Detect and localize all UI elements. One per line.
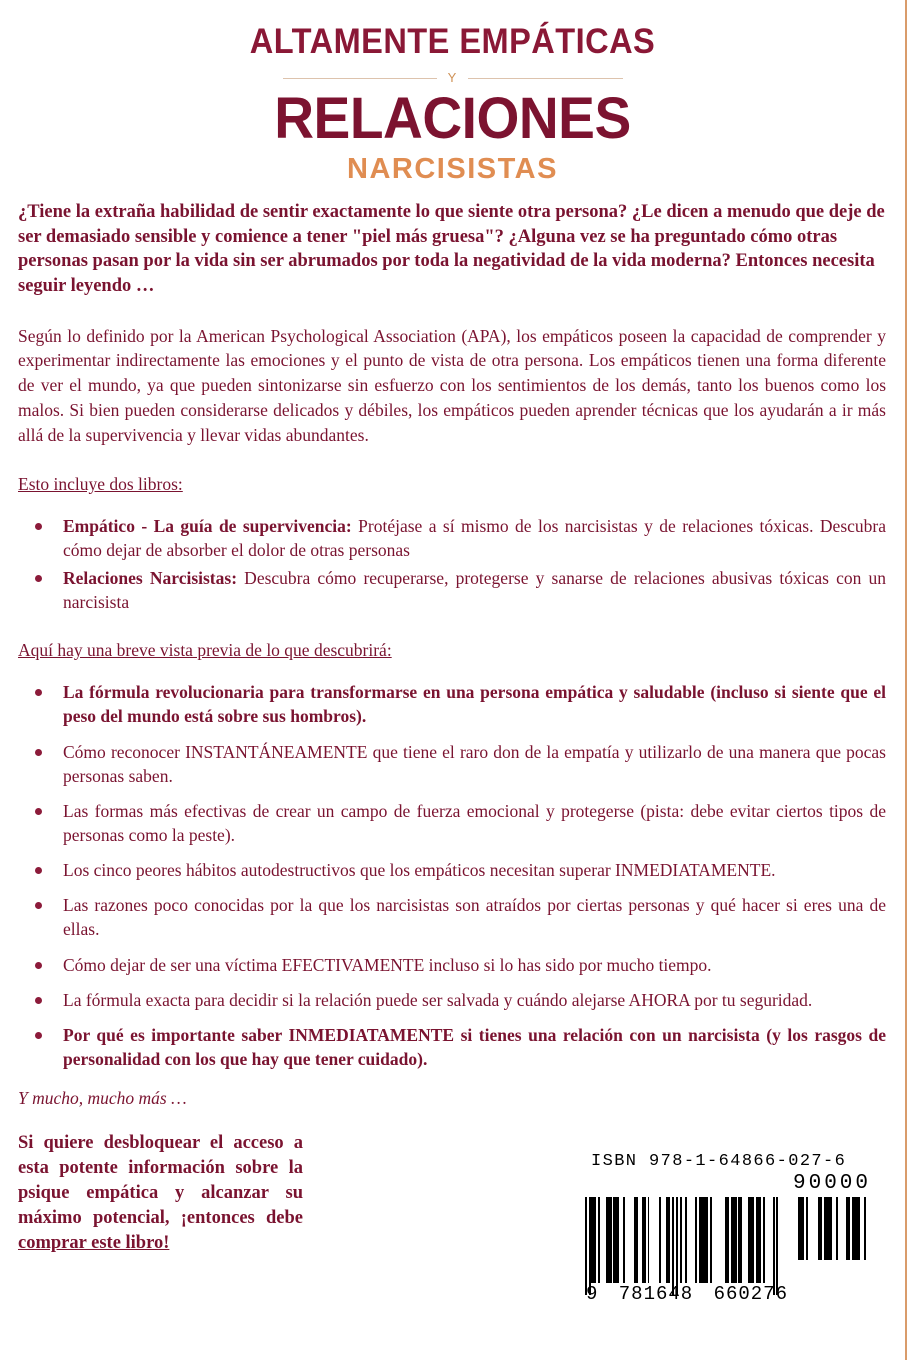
- list-item: Cómo reconocer INSTANTÁNEAMENTE que tiene el raro don de la empatía y utilizarlo de una manera que pocas personas saben.: [18, 740, 886, 788]
- book-description: Protéjase a sí mismo de los narcisistas y de relaciones tóxicas. Descubra cómo dejar de absorber el dolor de otras personas: [63, 516, 886, 561]
- list-item: [18, 566, 886, 614]
- preview-lead-in-text: Aquí hay una breve vista previa de lo que descubrirá:: [18, 639, 392, 660]
- back-cover-copy: [0, 200, 905, 1256]
- barcode-area: [585, 1152, 875, 1305]
- isbn-label: ISBN 978-1-64866-027-6: [591, 1152, 847, 1171]
- book-description: Descubra cómo recuperarse, protegerse y sanarse de relaciones abusivas tóxicas con un narcisista: [63, 567, 886, 612]
- hook-paragraph: ¿Tiene la extraña habilidad de sentir exactamente lo que siente otra persona? ¿Le dicen a menudo que deje de ser demasiado sensible y comience a tener "piel más gruesa"? ¿Alguna vez se ha preguntado cómo otras personas pasan por la vida sin ser abrumados por toda la negatividad de la vida moderna? Entonces necesita seguir leyendo …: [18, 202, 885, 296]
- cta-text: Si quiere desbloquear el acceso a esta potente información sobre la psique empática y alcanzar su máximo potencial, ¡entonces debe: [18, 1133, 303, 1229]
- list-item: [18, 514, 886, 562]
- cta-link[interactable]: comprar este libro!: [18, 1233, 170, 1254]
- list-item: La fórmula exacta para decidir si la relación puede ser salvada y cuándo alejarse AHORA por tu seguridad.: [18, 988, 886, 1012]
- title-line-altamente-empaticas: ALTAMENTE EMPÁTICAS: [249, 22, 656, 61]
- preview-lead-in: [18, 638, 886, 663]
- title-line-narcisistas: NARCISISTAS: [347, 152, 558, 185]
- ean13-barcode: [585, 1197, 778, 1295]
- ean5-addon-barcode: [798, 1197, 868, 1269]
- barcode-addon-number: 90000: [792, 1172, 871, 1195]
- book-title: Empático - La guía de supervivencia:: [63, 516, 352, 537]
- list-item: La fórmula revolucionaria para transformarse en una persona empática y saludable (incluso si siente que el peso del mundo está sobre sus hombros).: [18, 680, 886, 728]
- ean-digit-group: 660276: [713, 1283, 788, 1305]
- book-title: Relaciones Narcisistas:: [63, 567, 238, 588]
- ean-digit-group: 781648: [618, 1283, 694, 1305]
- books-lead-in: [18, 472, 886, 497]
- divider-label-y: Y: [437, 70, 469, 85]
- list-item: Cómo dejar de ser una víctima EFECTIVAMENTE incluso si lo has sido por mucho tiempo.: [18, 953, 886, 977]
- ean-digit-group: 9: [586, 1283, 599, 1305]
- preview-list: [18, 680, 886, 1071]
- list-item: Las formas más efectivas de crear un campo de fuerza emocional y protegerse (pista: debe evitar ciertos tipos de personas como la peste).: [18, 799, 886, 847]
- list-item: Por qué es importante saber INMEDIATAMENTE si tienes una relación con un narcisista (y los rasgos de personalidad con los que hay que tener cuidado).: [18, 1023, 886, 1071]
- closing-italic-line: Y mucho, mucho más …: [18, 1088, 187, 1109]
- included-books-list: [18, 514, 886, 614]
- call-to-action-paragraph: [18, 1131, 303, 1256]
- cover-title-block: [0, 0, 905, 184]
- title-divider: [283, 70, 623, 86]
- list-item: Los cinco peores hábitos autodestructivos que los empáticos necesitan superar INMEDIATAMENTE.: [18, 858, 886, 882]
- barcode-bars-row: [585, 1197, 875, 1295]
- intro-paragraph: Según lo definido por la American Psychological Association (APA), los empáticos poseen la capacidad de comprender y experimentar indirectamente las emociones y el punto de vista de otra persona. Los empáticos tienen una forma diferente de ver el mundo, ya que pueden sintonizarse sin esfuerzo con los sentimientos de los demás, tanto los buenos como los malos. Si bien pueden considerarse delicados y débiles, los empáticos pueden aprender técnicas que los ayudarán a ir más allá de la supervivencia y llevar vidas abundantes.: [18, 325, 886, 445]
- title-line-relaciones: RELACIONES: [274, 85, 631, 151]
- books-lead-in-text: Esto incluye dos libros:: [18, 473, 183, 494]
- list-item: Las razones poco conocidas por la que los narcisistas son atraídos por ciertas personas y qué hacer si eres una de ellas.: [18, 893, 886, 941]
